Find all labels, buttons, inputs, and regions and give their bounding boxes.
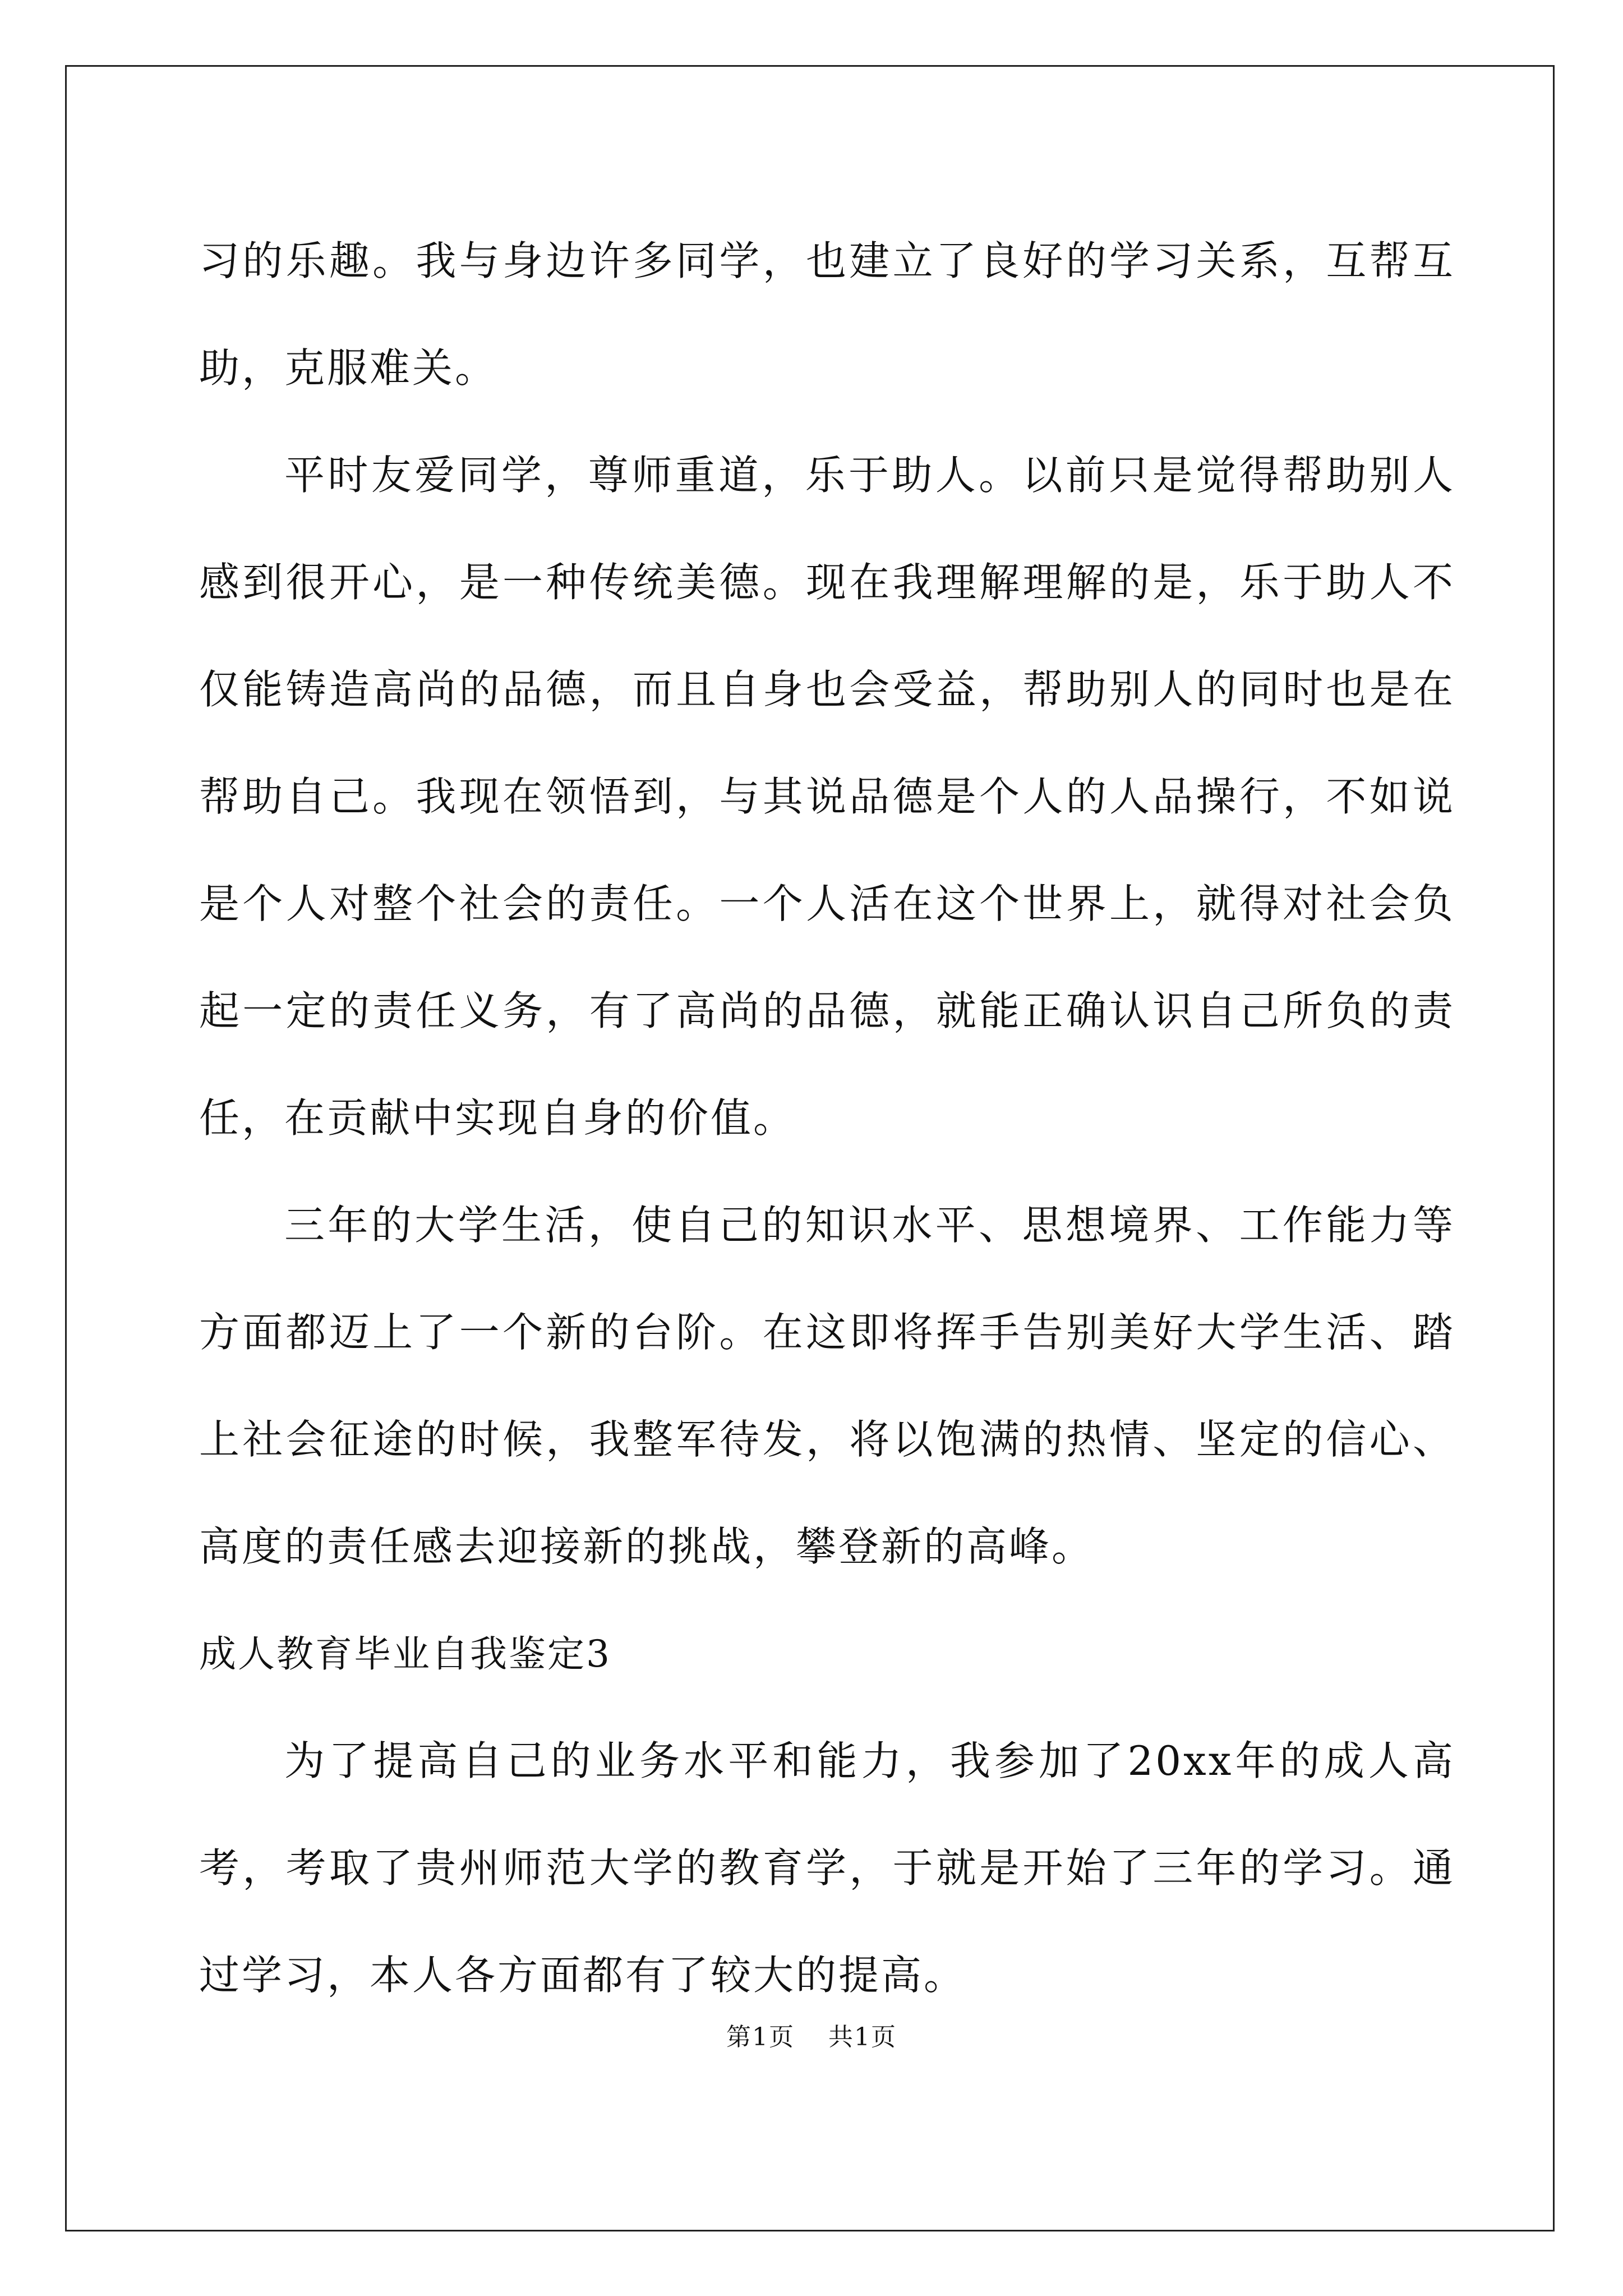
page-footer xyxy=(0,2017,1623,2053)
paragraph-2: 平时友爱同学，尊师重道，乐于助人。以前只是觉得帮助别人感到很开心，是一种传统美德。现在我理解理解的是，乐于助人不仅能铸造高尚的品德，而且自身也会受益，帮助别人的同时也是在帮助自己。我现在领悟到，与其说品德是个人的人品操行，不如说是个人对整个社会的责任。一个人活在这个世界上，就得对社会负起一定的责任义务，有了高尚的品德，就能正确认识自己所负的责任，在贡献中实现自身的价值。 xyxy=(199,452,1455,1142)
paragraph-3: 三年的大学生活，使自己的知识水平、思想境界、工作能力等方面都迈上了一个新的台阶。在这即将挥手告别美好大学生活、踏上社会征途的时候，我整军待发，将以饱满的热情、坚定的信心、高度的责任感去迎接新的挑战，攀登新的高峰。 xyxy=(199,1202,1455,1570)
page-number-label: 第1页 xyxy=(726,2023,795,2051)
paragraph-1: 习的乐趣。我与身边许多同学，也建立了良好的学习关系，互帮互助，克服难关。 xyxy=(199,237,1455,392)
paragraph-4: 为了提高自己的业务水平和能力，我参加了20xx年的成人高考，考取了贵州师范大学的教育学，于就是开始了三年的学习。通过学习，本人各方面都有了较大的提高。 xyxy=(199,1737,1455,1999)
section-heading: 成人教育毕业自我鉴定3 xyxy=(199,1632,611,1676)
document-body xyxy=(199,208,1455,2029)
page-total-label: 共1页 xyxy=(828,2023,897,2051)
